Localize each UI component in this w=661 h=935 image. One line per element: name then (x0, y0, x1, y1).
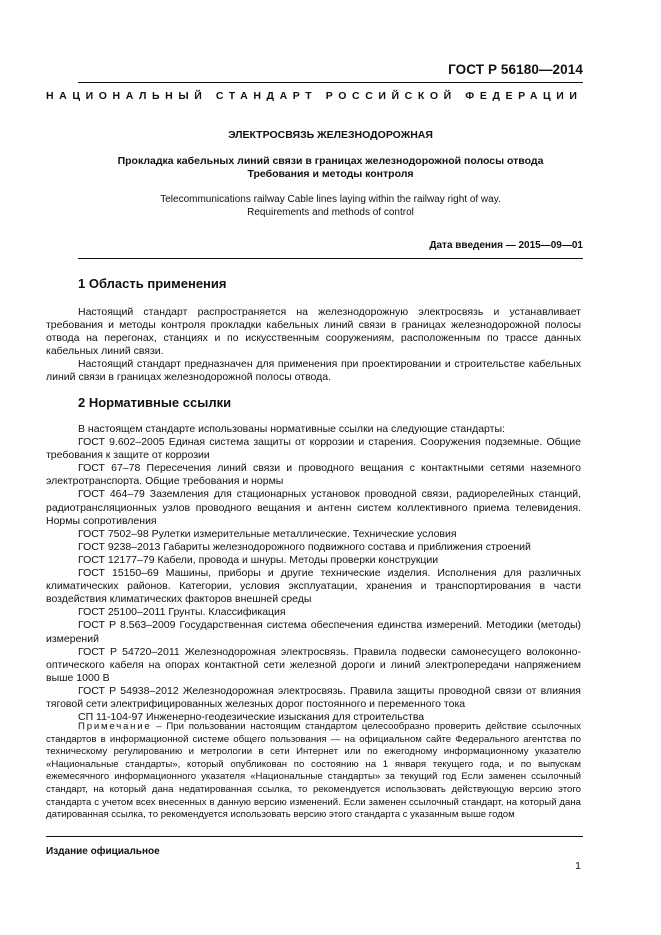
note-label: Примечание (78, 721, 152, 732)
header-rule (78, 82, 583, 83)
section-title-scope: 1 Область применения (78, 276, 227, 291)
english-title-line: Telecommunications railway Cable lines laying within the railway right of way. (160, 194, 501, 205)
reference-item: ГОСТ 9.602–2005 Единая система защиты от коррозии и старения. Сооружения подземные. Общие требования к защите от коррозии (46, 436, 581, 462)
paragraph: Настоящий стандарт распространяется на железнодорожную электросвязь и устанавливает требования и методы контроля прокладки кабельных линий связи в границах железнодорожной полосы отвода на перегонах, станциях и по искусственным сооружениям, расположенным по трассе данных кабельных линий связи. (46, 306, 581, 358)
reference-item: ГОСТ Р 54938–2012 Железнодорожная электросвязь. Правила защиты проводной связи от влияния тяговой сети электрифицированных железных дорог постоянного и переменного тока (46, 684, 581, 710)
note (46, 721, 581, 822)
national-standard-heading: НАЦИОНАЛЬНЫЙ СТАНДАРТ РОССИЙСКОЙ ФЕДЕРАЦИИ (46, 90, 583, 102)
subtitle-line: Прокладка кабельных линий связи в границах железнодорожной полосы отвода (117, 155, 544, 167)
reference-item: ГОСТ 25100–2011 Грунты. Классификация (78, 606, 286, 619)
english-title-line: Requirements and methods of control (247, 207, 414, 218)
edition-label: Издание официальное (46, 846, 160, 857)
reference-item: ГОСТ Р 8.563–2009 Государственная система обеспечения единства измерений. Методики (методы) измерений (46, 619, 581, 645)
date-rule (78, 258, 583, 259)
reference-item: ГОСТ Р 54720–2011 Железнодорожная электросвязь. Правила подвески самонесущего волоконно-оптического кабеля на опорах контактной сети железной дороги и линий электропередачи напряжением выше 1000 В (46, 645, 581, 684)
section-references-body (46, 423, 581, 724)
reference-item: ГОСТ 7502–98 Рулетки измерительные металлические. Технические условия (78, 527, 457, 540)
reference-item: ГОСТ 9238–2013 Габариты железнодорожного подвижного состава и приближения строений (78, 540, 531, 553)
reference-item: ГОСТ 67–78 Пересечения линий связи и проводного вещания с контактными сетями наземного электротранспорта. Общие требования и нормы (46, 462, 581, 488)
paragraph: Настоящий стандарт предназначен для применения при проектировании и строительстве кабельных линий связи в границах железнодорожной полосы отвода. (46, 358, 581, 384)
introduction-date: Дата введения — 2015—09—01 (429, 240, 583, 251)
reference-item: ГОСТ 15150–69 Машины, приборы и другие технические изделия. Исполнения для различных климатических районов. Категории, условия эксплуатации, хранения и транспортирования в части воздействия климатических факторов внешней среды (46, 567, 581, 606)
reference-item: ГОСТ 464–79 Заземления для стационарных установок проводной связи, радиорелейных станций, радиотрансляционных узлов проводного вещания и антенн систем коллективного приема телевидения. Нормы сопротивления (46, 488, 581, 527)
paragraph: В настоящем стандарте использованы нормативные ссылки на следующие стандарты: (78, 423, 505, 435)
section-scope-body (46, 306, 581, 385)
page-number: 1 (575, 860, 581, 872)
document-code: ГОСТ Р 56180—2014 (448, 62, 583, 77)
reference-item: ГОСТ 12177–79 Кабели, провода и шнуры. Методы проверки конструкции (78, 553, 439, 566)
section-title-references: 2 Нормативные ссылки (78, 395, 232, 410)
reference-item: СП 11-104-97 Инженерно-геодезические изыскания для строительства (78, 711, 425, 724)
subtitle-line: Требования и методы контроля (247, 168, 414, 180)
english-title (78, 193, 583, 219)
document-subtitle (78, 155, 583, 181)
note-text: – При пользовании настоящим стандартом целесообразно проверить действие ссылочных стандартов в информационной системе общего пользования — на официальном сайте Федерального агентства по техническому регулированию и метрологии в сети Интернет или по ежегодному информационному указателю «Национальные стандарты», который опубликован по состоянию на 1 января текущего года, и по выпускам ежемесячного информационного указателя «Национальные стандарты» за текущий год Если заменен ссылочный стандарт, на который дана недатированная ссылка, то рекомендуется использовать действующую версию этого стандарта с учетом всех внесенных в данную версию изменений. Если заменен ссылочный стандарт, на который дана датированная ссылка, то рекомендуется использовать версию этого стандарта с указанным выше годом (46, 721, 581, 821)
document-title: ЭЛЕКТРОСВЯЗЬ ЖЕЛЕЗНОДОРОЖНАЯ (228, 129, 433, 141)
footer-rule (46, 836, 583, 837)
